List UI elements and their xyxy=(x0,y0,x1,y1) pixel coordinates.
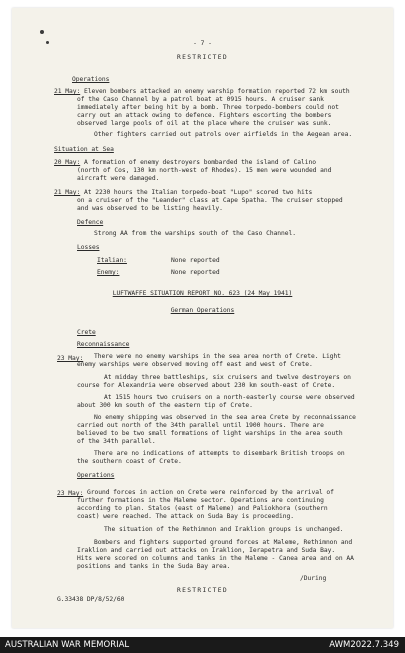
heading-losses: Losses xyxy=(77,244,100,251)
text-line: Other fighters carried out patrols over airfields in the Aegean area. xyxy=(94,131,353,138)
text-line: coast) were reached. The attack on Suda Bay is proceeding. xyxy=(77,513,294,520)
text-line: of the 34th parallel. xyxy=(77,438,156,445)
text-line: about 300 km south of the eastern tip of Crete. xyxy=(77,402,253,409)
text-line: positions and tanks in the Suda Bay area. xyxy=(77,563,231,570)
heading-reconnaissance: Reconnaissance xyxy=(77,341,130,348)
punch-hole xyxy=(40,30,44,34)
losses-side: Italian: xyxy=(97,257,127,264)
text-line: There were no enemy warships in the sea area north of Crete. Light xyxy=(94,353,341,360)
page-number: - 7 - xyxy=(193,40,212,47)
text-line: No enemy shipping was observed in the sea area Crete by reconnaissance xyxy=(94,414,356,421)
text-line: course for Alexandria were observed about 230 km south-east of Crete. xyxy=(77,382,336,389)
text-line: The situation of the Rethimnon and Iraklion groups is unchanged. xyxy=(104,526,344,533)
footer-accession-number: AWM2022.7.349 xyxy=(329,640,399,650)
text-line: (north of Cos, 130 km north-west of Rhodes). 15 men were wounded and xyxy=(77,167,332,174)
date-label: 21 May: xyxy=(54,88,81,95)
text-line: on a cruiser of the "Leander" class at Cape Spatha. The cruiser stopped xyxy=(77,197,343,204)
archive-footer-bar xyxy=(0,637,405,653)
text-line: according to plan. Stalos (east of Maleme) and Paliokhora (southern xyxy=(77,505,328,512)
report-title: LUFTWAFFE SITUATION REPORT NO. 623 (24 May 1941) xyxy=(112,290,293,297)
text-line: There are no indications of attempts to disembark British troops on xyxy=(94,450,345,457)
text-line: enemy warships were observed moving off east and west of Crete. xyxy=(77,361,313,368)
text-line: Ground forces in action on Crete were reinforced by the arrival of xyxy=(87,489,334,496)
text-line: and was observed to be listing heavily. xyxy=(77,205,223,212)
losses-value: None reported xyxy=(171,269,220,276)
heading-situation-at-sea: Situation at Sea xyxy=(54,146,114,153)
text-line: At midday three battleships, six cruisers and twelve destroyers on xyxy=(104,374,351,381)
text-line: Eleven bombers attacked an enemy warship formation reported 72 km south xyxy=(84,88,350,95)
losses-value: None reported xyxy=(171,257,220,264)
text-line: At 2230 hours the Italian torpedo-boat "Lupo" scored two hits xyxy=(84,189,313,196)
file-reference: G.33438 DP/8/52/60 xyxy=(57,596,125,603)
text-line: At 1515 hours two cruisers on a north-easterly course were observed xyxy=(104,394,355,401)
heading-defence: Defence xyxy=(77,219,104,226)
text-line: Iraklion and carried out attacks on Iraklion, Ierapetra and Suda Bay. xyxy=(77,547,336,554)
classification-top: RESTRICTED xyxy=(177,54,228,61)
date-label: 23 May: xyxy=(57,355,84,362)
continuation-word: /During xyxy=(300,575,327,582)
text-line: observed large pools of oil at the place where the cruiser was sunk. xyxy=(77,120,332,127)
text-line: the southern coast of Crete. xyxy=(77,458,182,465)
date-label: 23 May: xyxy=(57,490,84,497)
text-line: carried out north of the 34th parallel until 1900 hours. There are xyxy=(77,422,324,429)
heading-operations: Operations xyxy=(77,472,115,479)
date-label: 20 May: xyxy=(54,159,81,166)
heading-operations: Operations xyxy=(72,76,110,83)
text-line: A formation of enemy destroyers bombarded the island of Calino xyxy=(84,159,316,166)
losses-side: Enemy: xyxy=(97,269,120,276)
text-line: carry out an attack owing to defence. Fighters escorting the bombers xyxy=(77,112,332,119)
classification-bottom: RESTRICTED xyxy=(177,587,228,594)
date-label: 21 May: xyxy=(54,189,81,196)
text-line: Bombers and fighters supported ground forces at Maleme, Rethimnon and xyxy=(94,539,353,546)
text-line: immediately after being hit by a bomb. Three torpedo-bombers could not xyxy=(77,104,339,111)
footer-institution: AUSTRALIAN WAR MEMORIAL xyxy=(5,640,130,650)
text-line: of the Caso Channel by a patrol boat at 0915 hours. A cruiser sank xyxy=(77,96,324,103)
subheading-german-operations: German Operations xyxy=(170,307,235,314)
text-line: believed to be two small formations of light warships in the area south xyxy=(77,430,343,437)
text-line: Hits were scored on columns and tanks in the Maleme - Canea area and on AA xyxy=(77,555,354,562)
heading-crete: Crete xyxy=(77,329,96,336)
text-line: further formations in the Maleme sector. Operations are continuing xyxy=(77,497,324,504)
text-line: aircraft were damaged. xyxy=(77,175,160,182)
text-line: Strong AA from the warships south of the Caso Channel. xyxy=(94,230,297,237)
